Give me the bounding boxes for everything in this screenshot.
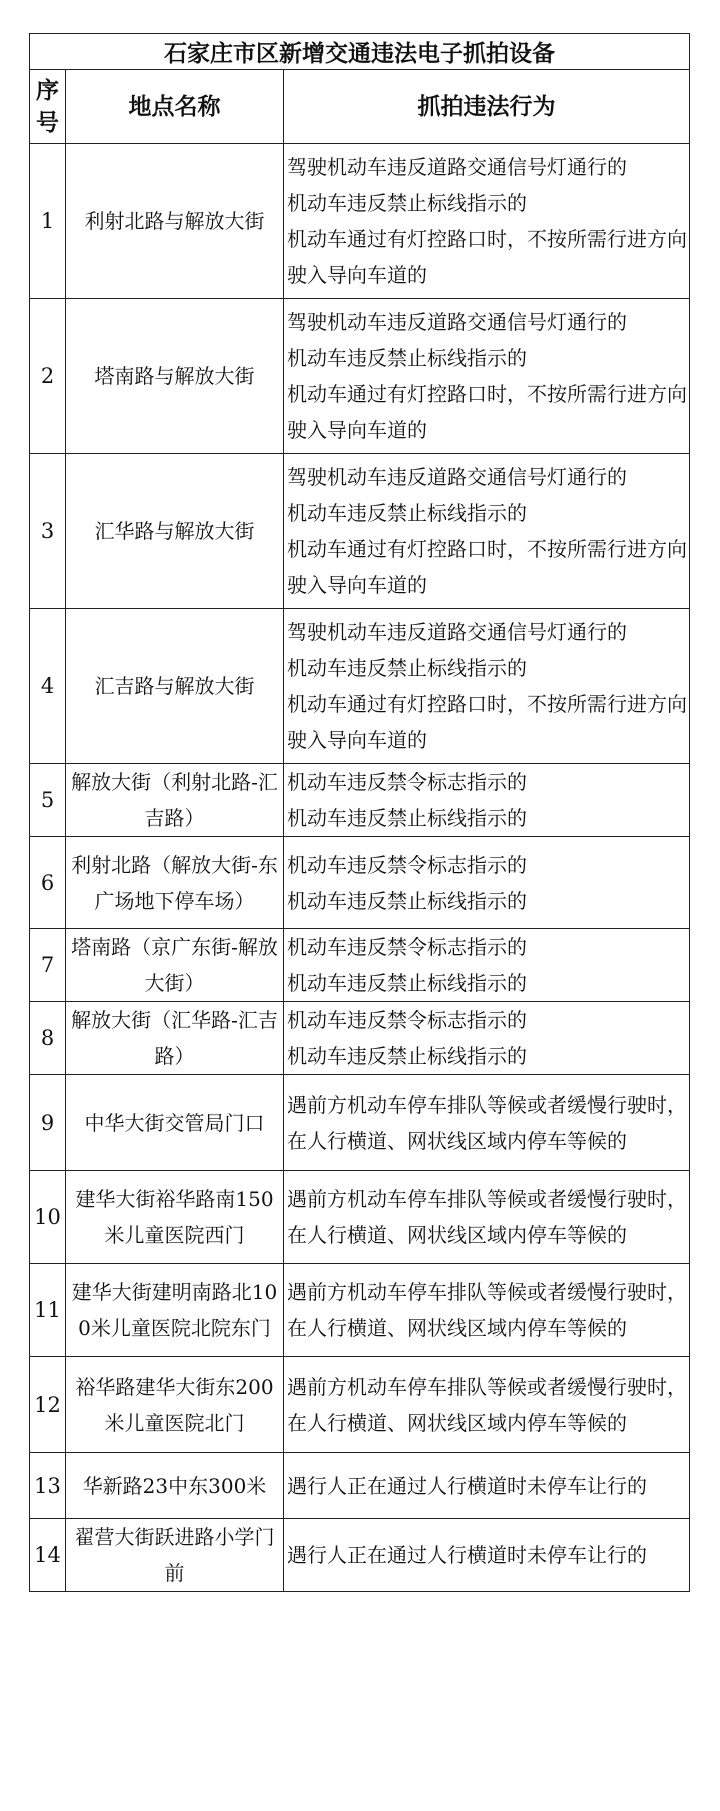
- devices-table: [29, 33, 690, 1592]
- table-row: [30, 1002, 690, 1075]
- row-behaviors: [284, 1171, 690, 1264]
- row-number: 9: [30, 1075, 66, 1171]
- row-location: 塔南路（京广东街-解放大街）: [66, 929, 284, 1002]
- behavior-item: 机动车通过有灯控路口时，不按所需行进方向驶入导向车道的: [287, 227, 687, 287]
- row-location: 解放大街（利射北路-汇吉路）: [66, 764, 284, 837]
- row-number: 3: [30, 454, 66, 609]
- behavior-item: 遇前方机动车停车排队等候或者缓慢行驶时，在人行横道、网状线区域内停车等候的: [287, 1280, 687, 1340]
- row-behaviors: [284, 1357, 690, 1453]
- row-behaviors: [284, 609, 690, 764]
- row-location: 利射北路（解放大街-东广场地下停车场）: [66, 837, 284, 929]
- behavior-item: 机动车违反禁止标线指示的: [287, 656, 527, 680]
- title-row: [30, 34, 690, 70]
- behavior-item: 机动车违反禁止标线指示的: [287, 191, 527, 215]
- row-location: 塔南路与解放大街: [66, 299, 284, 454]
- table-row: [30, 764, 690, 837]
- table-row: [30, 929, 690, 1002]
- row-behaviors: [284, 454, 690, 609]
- table-row: [30, 299, 690, 454]
- behavior-item: 遇前方机动车停车排队等候或者缓慢行驶时，在人行横道、网状线区域内停车等候的: [287, 1187, 687, 1247]
- table-row: [30, 1519, 690, 1592]
- row-location: 中华大街交管局门口: [66, 1075, 284, 1171]
- row-number: 11: [30, 1264, 66, 1357]
- behavior-item: 机动车违反禁令标志指示的: [287, 935, 527, 959]
- row-location: 华新路23中东300米: [66, 1453, 284, 1519]
- table-row: [30, 144, 690, 299]
- behavior-item: 驾驶机动车违反道路交通信号灯通行的: [287, 310, 627, 334]
- header-no: 序号: [30, 70, 66, 144]
- row-behaviors: [284, 1002, 690, 1075]
- row-behaviors: [284, 1075, 690, 1171]
- behavior-item: 机动车违反禁令标志指示的: [287, 770, 527, 794]
- row-behaviors: [284, 1264, 690, 1357]
- behavior-item: 机动车违反禁令标志指示的: [287, 852, 527, 877]
- row-behaviors: [284, 144, 690, 299]
- row-location: 汇华路与解放大街: [66, 454, 284, 609]
- behavior-item: 机动车违反禁止标线指示的: [287, 806, 527, 830]
- behavior-item: 遇前方机动车停车排队等候或者缓慢行驶时，在人行横道、网状线区域内停车等候的: [287, 1092, 687, 1153]
- header-row: [30, 70, 690, 144]
- row-behaviors: [284, 1519, 690, 1592]
- row-location: 解放大街（汇华路-汇吉路）: [66, 1002, 284, 1075]
- row-number: 1: [30, 144, 66, 299]
- behavior-item: 机动车违反禁止标线指示的: [287, 1044, 527, 1068]
- table-row: [30, 837, 690, 929]
- row-behaviors: [284, 929, 690, 1002]
- table-title: 石家庄市区新增交通违法电子抓拍设备: [30, 34, 690, 70]
- behavior-item: 遇前方机动车停车排队等候或者缓慢行驶时，在人行横道、网状线区域内停车等候的: [287, 1374, 687, 1435]
- row-number: 8: [30, 1002, 66, 1075]
- behavior-item: 机动车通过有灯控路口时，不按所需行进方向驶入导向车道的: [287, 692, 687, 752]
- behavior-item: 机动车通过有灯控路口时，不按所需行进方向驶入导向车道的: [287, 382, 687, 442]
- row-location: 汇吉路与解放大街: [66, 609, 284, 764]
- row-behaviors: [284, 299, 690, 454]
- row-number: 2: [30, 299, 66, 454]
- behavior-item: 机动车违反禁止标线指示的: [287, 346, 527, 370]
- table-row: [30, 1453, 690, 1519]
- row-number: 5: [30, 764, 66, 837]
- behavior-item: 驾驶机动车违反道路交通信号灯通行的: [287, 465, 627, 489]
- table-row: [30, 1264, 690, 1357]
- table-row: [30, 1357, 690, 1453]
- behavior-item: 机动车通过有灯控路口时，不按所需行进方向驶入导向车道的: [287, 537, 687, 597]
- row-behaviors: [284, 764, 690, 837]
- behavior-item: 机动车违反禁止标线指示的: [287, 971, 527, 995]
- row-number: 14: [30, 1519, 66, 1592]
- row-number: 7: [30, 929, 66, 1002]
- table-row: [30, 609, 690, 764]
- row-location: 翟营大街跃进路小学门前: [66, 1519, 284, 1592]
- behavior-item: 遇行人正在通过人行横道时未停车让行的: [287, 1473, 647, 1498]
- behavior-item: 驾驶机动车违反道路交通信号灯通行的: [287, 620, 627, 644]
- table-row: [30, 1075, 690, 1171]
- header-location: 地点名称: [66, 70, 284, 144]
- document-sheet: [29, 33, 689, 1801]
- header-behavior: 抓拍违法行为: [284, 70, 690, 144]
- row-number: 13: [30, 1453, 66, 1519]
- behavior-item: 机动车违反禁止标线指示的: [287, 501, 527, 525]
- row-behaviors: [284, 837, 690, 929]
- behavior-item: 机动车违反禁止标线指示的: [287, 888, 527, 913]
- table-row: [30, 1171, 690, 1264]
- row-behaviors: [284, 1453, 690, 1519]
- row-location: 建华大街裕华路南150米儿童医院西门: [66, 1171, 284, 1264]
- row-location: 建华大街建明南路北100米儿童医院北院东门: [66, 1264, 284, 1357]
- table-row: [30, 454, 690, 609]
- row-location: 裕华路建华大街东200米儿童医院北门: [66, 1357, 284, 1453]
- row-location: 利射北路与解放大街: [66, 144, 284, 299]
- row-number: 12: [30, 1357, 66, 1453]
- row-number: 6: [30, 837, 66, 929]
- row-number: 4: [30, 609, 66, 764]
- behavior-item: 驾驶机动车违反道路交通信号灯通行的: [287, 155, 627, 179]
- row-number: 10: [30, 1171, 66, 1264]
- behavior-item: 机动车违反禁令标志指示的: [287, 1008, 527, 1032]
- behavior-item: 遇行人正在通过人行横道时未停车让行的: [287, 1543, 647, 1567]
